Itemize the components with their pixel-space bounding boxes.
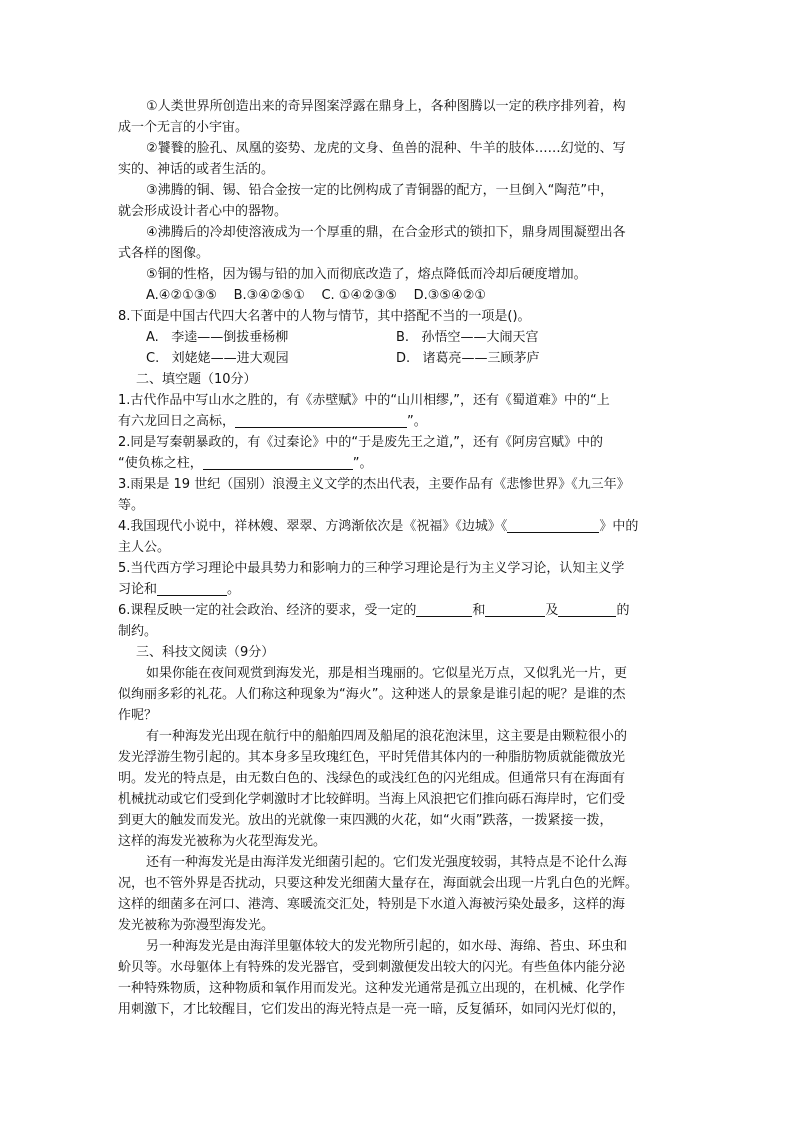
q7-sentence-2-cont: 实的、神话的或者生活的。 [118, 162, 275, 177]
para-4-line-3: 一种特殊物质，这种物质和氧作用而发光。这种发光通常是孤立出现的，在机械、化学作 [118, 981, 626, 996]
fill-5-cont [118, 579, 240, 600]
q7-sentence-4-cont: 式各样的图像。 [118, 246, 210, 261]
fill-2-text: “使负栋之柱， [118, 456, 203, 471]
fill-6-mid-2: 及 [545, 603, 559, 618]
q8-option-a: A. 李逵——倒拔垂杨柳 [146, 330, 289, 345]
para-4-line-1: 另一种海发光是由海洋里躯体较大的发光物所引起的，如水母、海绵、苔虫、环虫和 [146, 939, 628, 954]
para-2-line-2: 发光浮游生物引起的。其本身多呈玫瑰红色，平时凭借其体内的一种脂肪物质就能微放光 [118, 750, 626, 765]
section-3-title: 三、科技文阅读（9分） [136, 645, 275, 660]
q8-option-c: C. 刘姥姥——进大观园 [146, 351, 289, 366]
fill-2-blank[interactable] [203, 455, 353, 470]
fill-6-end: 的 [616, 603, 630, 618]
para-3-line-2: 况，也不管外界是否扰动，只要这种发光细菌大量存在，海面就会出现一片乳白色的光辉。 [118, 876, 639, 891]
fill-3-cont: 等。 [118, 498, 145, 513]
fill-2-end: ”。 [352, 456, 373, 471]
q8-option-d: D. 诸葛亮——三顾茅庐 [396, 351, 540, 366]
para-1-line-3: 作呢？ [118, 708, 158, 723]
q8-stem: 8.下面是中国古代四大名著中的人物与情节，其中搭配不当的一项是()。 [118, 309, 531, 324]
fill-4-end: 》中的 [599, 519, 639, 534]
fill-4 [118, 516, 638, 537]
fill-1: 1.古代作品中写山水之胜的，有《赤壁赋》中的“山川相缪,”，还有《蜀道难》中的“上 [118, 393, 610, 408]
q7-sentence-2: ②饕餮的脸孔、凤凰的姿势、龙虎的文身、鱼兽的混种、牛羊的肢体……幻觉的、写 [146, 141, 626, 156]
q7-options: A.④②①③⑤ B.③④②⑤① C. ①④②③⑤ D.③⑤④②① [146, 288, 487, 303]
q7-sentence-4: ④沸腾后的冷却使溶液成为一个厚重的鼎，在合金形式的锁扣下，鼎身周围凝塑出各 [146, 225, 626, 240]
para-2-line-4: 机械扰动或它们受到化学刺激时才比较鲜明。当海上风浪把它们推向砾石海岸时，它们受 [118, 792, 626, 807]
fill-2-cont [118, 453, 373, 474]
fill-6-cont: 制约。 [118, 624, 158, 639]
fill-5: 5.当代西方学习理论中最具势力和影响力的三种学习理论是行为主义学习论，认知主义学 [118, 561, 625, 576]
fill-5-text: 习论和 [118, 582, 158, 597]
para-4-line-4: 用刺激下，才比较醒目，它们发出的海光特点是一亮一暗，反复循环，如同闪光灯似的， [118, 1002, 626, 1017]
q7-sentence-1: ①人类世界所创造出来的奇异图案浮露在鼎身上，各种图腾以一定的秩序排列着，构 [146, 99, 626, 114]
para-3-line-1: 还有一种海发光是由海洋发光细菌引起的。它们发光强度较弱，其特点是不论什么海 [146, 855, 628, 870]
para-1-line-1: 如果你能在夜间观赏到海发光，那是相当瑰丽的。它似星光万点，又似乳光一片，更 [146, 666, 628, 681]
q8-options-row-1 [146, 327, 666, 348]
section-2-title: 二、填空题（10分） [136, 372, 257, 387]
q7-sentence-1-cont: 成一个无言的小宇宙。 [118, 120, 249, 135]
fill-6-mid-1: 和 [472, 603, 486, 618]
fill-4-blank[interactable] [507, 518, 599, 533]
fill-1-end: ”。 [407, 414, 427, 429]
fill-6-blank-3[interactable] [558, 602, 616, 617]
fill-1-text: 有六龙回日之高标， [118, 414, 236, 429]
para-4-line-2: 蚧贝等。水母躯体上有特殊的发光器官，受到刺激便发出较大的闪光。有些鱼体内能分泌 [118, 960, 626, 975]
q7-sentence-5: ⑤铜的性格，因为锡与铅的加入而彻底改造了，熔点降低而冷却后硬度增加。 [146, 267, 587, 282]
q7-sentence-3-cont: 就会形成设计者心中的器物。 [118, 204, 288, 219]
para-2-line-3: 明。发光的特点是，由无数白色的、浅绿色的或浅红色的闪光组成。但通常只有在海面有 [118, 771, 626, 786]
para-3-line-4: 发光被称为弥漫型海发光。 [118, 918, 275, 933]
fill-3: 3.雨果是 19 世纪（国别）浪漫主义文学的杰出代表，主要作品有《悲惨世界》《九三年》 [118, 477, 630, 492]
fill-6 [118, 600, 629, 621]
fill-1-blank[interactable] [235, 413, 407, 428]
fill-6-text: 6.课程反映一定的社会政治、经济的要求，受一定的 [118, 603, 417, 618]
para-2-line-1: 有一种海发光出现在航行中的船舶四周及船尾的浪花泡沫里，这主要是由颗粒很小的 [146, 729, 628, 744]
para-3-line-3: 这样的细菌多在河口、港湾、寒暖流交汇处，特别是下水道入海被污染处最多，这样的海 [118, 897, 626, 912]
fill-5-end: 。 [227, 582, 241, 597]
para-2-line-6: 这样的海发光被称为火花型海发光。 [118, 834, 327, 849]
fill-5-blank[interactable] [157, 581, 227, 596]
para-2-line-5: 到更大的触发而发光。放出的光就像一束四溅的火花，如“火雨”跌落，一拨紧接一拨， [118, 813, 613, 828]
para-1-line-2: 似绚丽多彩的礼花。人们称这种现象为“海火”。这种迷人的景象是谁引起的呢？是谁的杰 [118, 687, 626, 702]
fill-6-blank-1[interactable] [416, 602, 472, 617]
fill-4-text: 4.我国现代小说中，祥林嫂、翠翠、方鸿渐依次是《祝福》《边城》《 [118, 519, 508, 534]
q8-option-b: B. 孙悟空——大闹天宫 [396, 330, 539, 345]
q8-options-row-2 [146, 348, 666, 369]
fill-1-cont [118, 411, 427, 432]
q7-sentence-3: ③沸腾的铜、锡、铅合金按一定的比例构成了青铜器的配方，一旦倒入“陶范”中， [146, 183, 614, 198]
fill-4-cont: 主人公。 [118, 540, 171, 555]
fill-6-blank-2[interactable] [485, 602, 545, 617]
fill-2: 2.同是写秦朝暴政的，有《过秦论》中的“于是废先王之道,”，还有《阿房宫赋》中的 [118, 435, 604, 450]
